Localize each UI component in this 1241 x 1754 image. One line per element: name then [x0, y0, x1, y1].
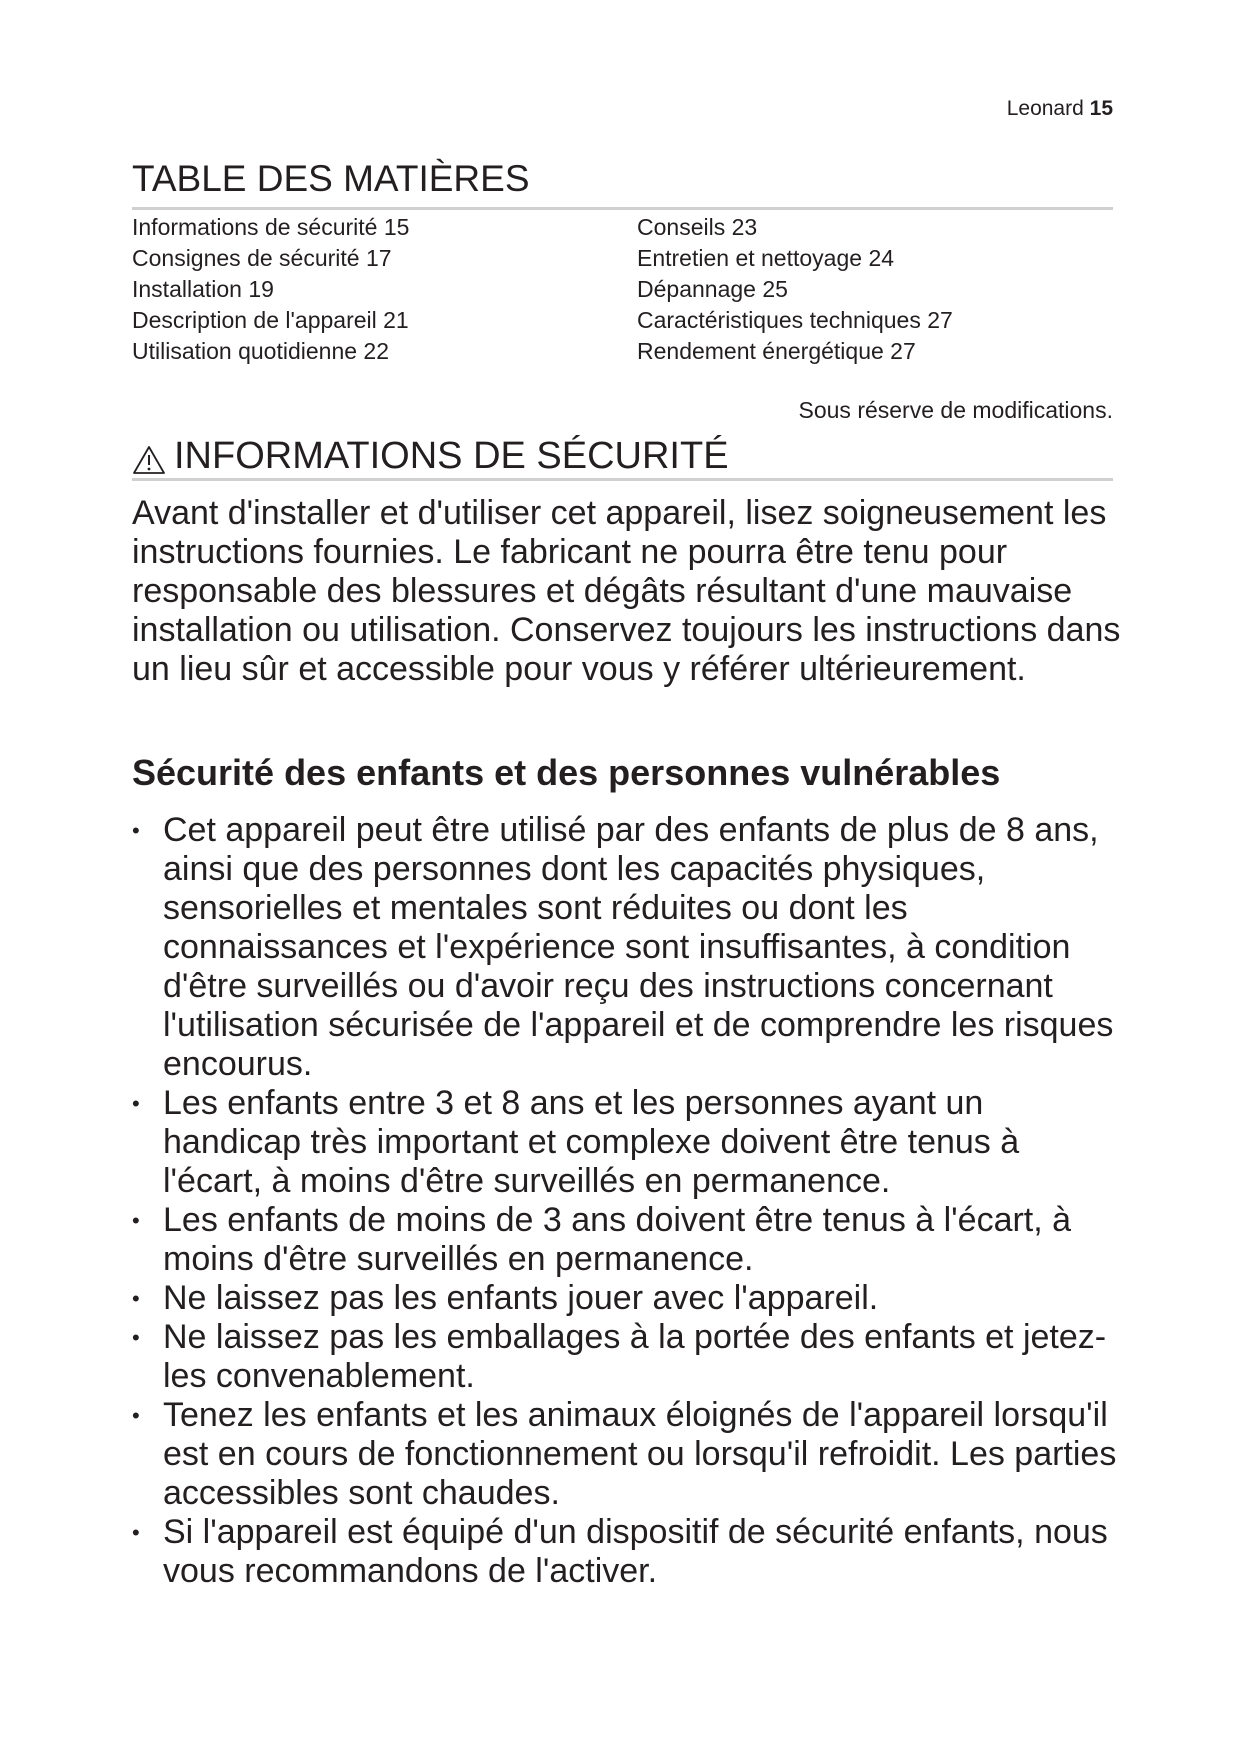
bullet-dot: • [132, 1520, 140, 1545]
safety-title-text: INFORMATIONS DE SÉCURITÉ [174, 435, 729, 477]
bullet-dot: • [132, 1208, 140, 1233]
toc-item[interactable]: Installation 19 [132, 276, 274, 302]
toc-item[interactable]: Utilisation quotidienne 22 [132, 338, 390, 364]
list-item-text: Ne laissez pas les emballages à la portée des enfants et jetez-les convenablement. [163, 1318, 1107, 1395]
bullet-dot: • [132, 1325, 140, 1350]
brand-name: Leonard [1006, 97, 1084, 120]
bullet-dot: • [132, 1403, 140, 1428]
list-item [132, 1318, 1122, 1396]
toc-item[interactable]: Rendement énergétique 27 [637, 338, 916, 364]
bullet-dot: • [132, 1091, 140, 1116]
child-safety-list [132, 811, 1122, 1591]
list-item [132, 1279, 1122, 1318]
toc-left-column [132, 214, 409, 369]
list-item [132, 1084, 1122, 1201]
child-safety-subtitle: Sécurité des enfants et des personnes vulnérables [132, 752, 1001, 793]
toc-right-column [637, 214, 953, 369]
list-item-text: Cet appareil peut être utilisé par des enfants de plus de 8 ans, ainsi que des personnes dont les capacités physiques, sensorielles et mentales sont réduites ou dont les connaissances et l'expérience sont insuffisantes, à condition d'être surveillés ou d'avoir reçu des instructions concernant l'utilisation sécurisée de l'appareil et de comprendre les risques encourus. [163, 811, 1114, 1083]
toc-item[interactable]: Consignes de sécurité 17 [132, 245, 392, 271]
toc-item[interactable]: Caractéristiques techniques 27 [637, 307, 953, 333]
list-item [132, 1396, 1122, 1513]
list-item [132, 1201, 1122, 1279]
toc-item[interactable]: Conseils 23 [637, 214, 758, 240]
safety-divider [132, 478, 1113, 481]
list-item-text: Ne laissez pas les enfants jouer avec l'appareil. [163, 1279, 879, 1317]
warning-triangle-icon [132, 442, 166, 472]
bullet-dot: • [132, 1286, 140, 1311]
toc-item[interactable]: Dépannage 25 [637, 276, 788, 302]
bullet-dot: • [132, 818, 140, 843]
toc-item[interactable]: Informations de sécurité 15 [132, 214, 410, 240]
safety-section-title [132, 435, 729, 478]
list-item [132, 811, 1122, 1084]
toc-title: TABLE DES MATIÈRES [132, 158, 530, 199]
list-item-text: Les enfants entre 3 et 8 ans et les personnes ayant un handicap très important et complexe doivent être tenus à l'écart, à moins d'être surveillés en permanence. [163, 1084, 1020, 1200]
toc-item[interactable]: Entretien et nettoyage 24 [637, 245, 895, 271]
list-item-text: Si l'appareil est équipé d'un dispositif de sécurité enfants, nous vous recommandons de l'activer. [163, 1513, 1108, 1590]
toc-divider [132, 207, 1113, 210]
page-header [1007, 97, 1113, 121]
list-item-text: Les enfants de moins de 3 ans doivent être tenus à l'écart, à moins d'être surveillés en permanence. [163, 1201, 1072, 1278]
list-item [132, 1513, 1122, 1591]
toc-item[interactable]: Description de l'appareil 21 [132, 307, 409, 333]
list-item-text: Tenez les enfants et les animaux éloignés de l'appareil lorsqu'il est en cours de fonctionnement ou lorsqu'il refroidit. Les parties accessibles sont chaudes. [163, 1396, 1117, 1512]
modification-note: Sous réserve de modifications. [798, 397, 1113, 423]
page-number: 15 [1089, 97, 1113, 120]
safety-intro: Avant d'installer et d'utiliser cet appareil, lisez soigneusement les instructions fournies. Le fabricant ne pourra être tenu pour responsable des blessures et dégâts résultant d'une mauvaise installation ou utilisation. Conservez toujours les instructions dans un lieu sûr et accessible pour vous y référer ultérieurement. [132, 494, 1121, 688]
